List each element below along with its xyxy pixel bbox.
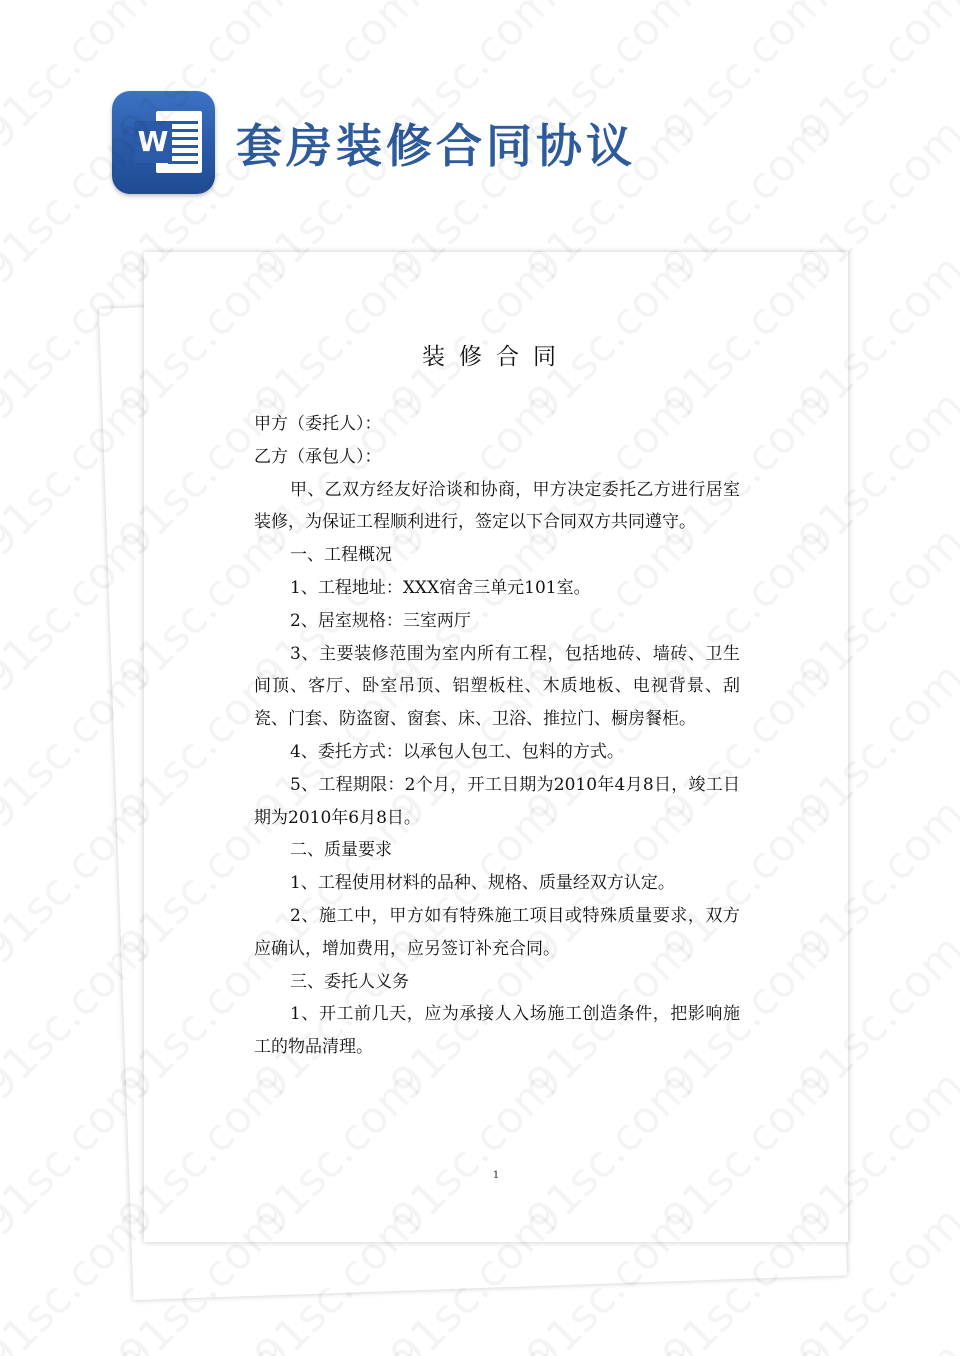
- watermark-text: [0, 1333, 158, 1356]
- document-page: [144, 252, 848, 1242]
- watermark-text: [517, 1333, 702, 1356]
- contract-paragraph: 乙方（承包人）：: [254, 446, 382, 467]
- contract-paragraph: 1、工程地址：XXX宿舍三单元101室。: [290, 577, 591, 598]
- watermark-text: [789, 1333, 960, 1356]
- contract-paragraph: 一、工程概况: [290, 545, 392, 566]
- contract-paragraph: 2、施工中，甲方如有特殊施工项目或特殊质量要求，双方应确认，增加费用，应另签订补充合同。: [254, 905, 740, 959]
- document-title: 套房装修合同协议: [236, 119, 636, 173]
- contract-paragraph: 1、开工前几天，应为承接人入场施工创造条件，把影响施工的物品清理。: [254, 1004, 740, 1058]
- word-document-icon: [112, 91, 215, 194]
- header: [0, 0, 960, 240]
- page-number: 1: [492, 1170, 500, 1181]
- document-lines-shape: [168, 121, 198, 169]
- contract-paragraph: 4、委托方式：以承包人包工、包料的方式。: [290, 741, 624, 762]
- contract-paragraph: 2、居室规格：三室两厅: [290, 610, 471, 631]
- contract-title: 装修合同: [422, 344, 570, 370]
- watermark-text: [381, 1333, 566, 1356]
- watermark-text: [245, 1333, 430, 1356]
- contract-paragraph: 3、主要装修范围为室内所有工程，包括地砖、墙砖、卫生间顶、客厅、卧室吊顶、铝塑板柱、木质地板、电视背景、刮瓷、门套、防盗窗、窗套、床、卫浴、推拉门、橱房餐柜。: [254, 643, 740, 730]
- contract-paragraph: 5、工程期限：2个月，开工日期为2010年4月8日，竣工日期为2010年6月8日。: [254, 774, 740, 828]
- word-letter-badge: W: [134, 121, 172, 163]
- watermark-text: [109, 1333, 294, 1356]
- contract-paragraph: 1、工程使用材料的品种、规格、质量经双方认定。: [290, 873, 675, 894]
- contract-body: [254, 408, 740, 1064]
- watermark-text: [653, 1333, 838, 1356]
- contract-paragraph: 二、质量要求: [290, 840, 392, 861]
- contract-paragraph: 甲方（委托人）：: [254, 414, 382, 434]
- contract-paragraph: 甲、乙双方经友好洽谈和协商，甲方决定委托乙方进行居室装修，为保证工程顺利进行，签定以下合同双方共同遵守。: [254, 479, 740, 533]
- contract-paragraph: 三、委托人义务: [290, 971, 409, 992]
